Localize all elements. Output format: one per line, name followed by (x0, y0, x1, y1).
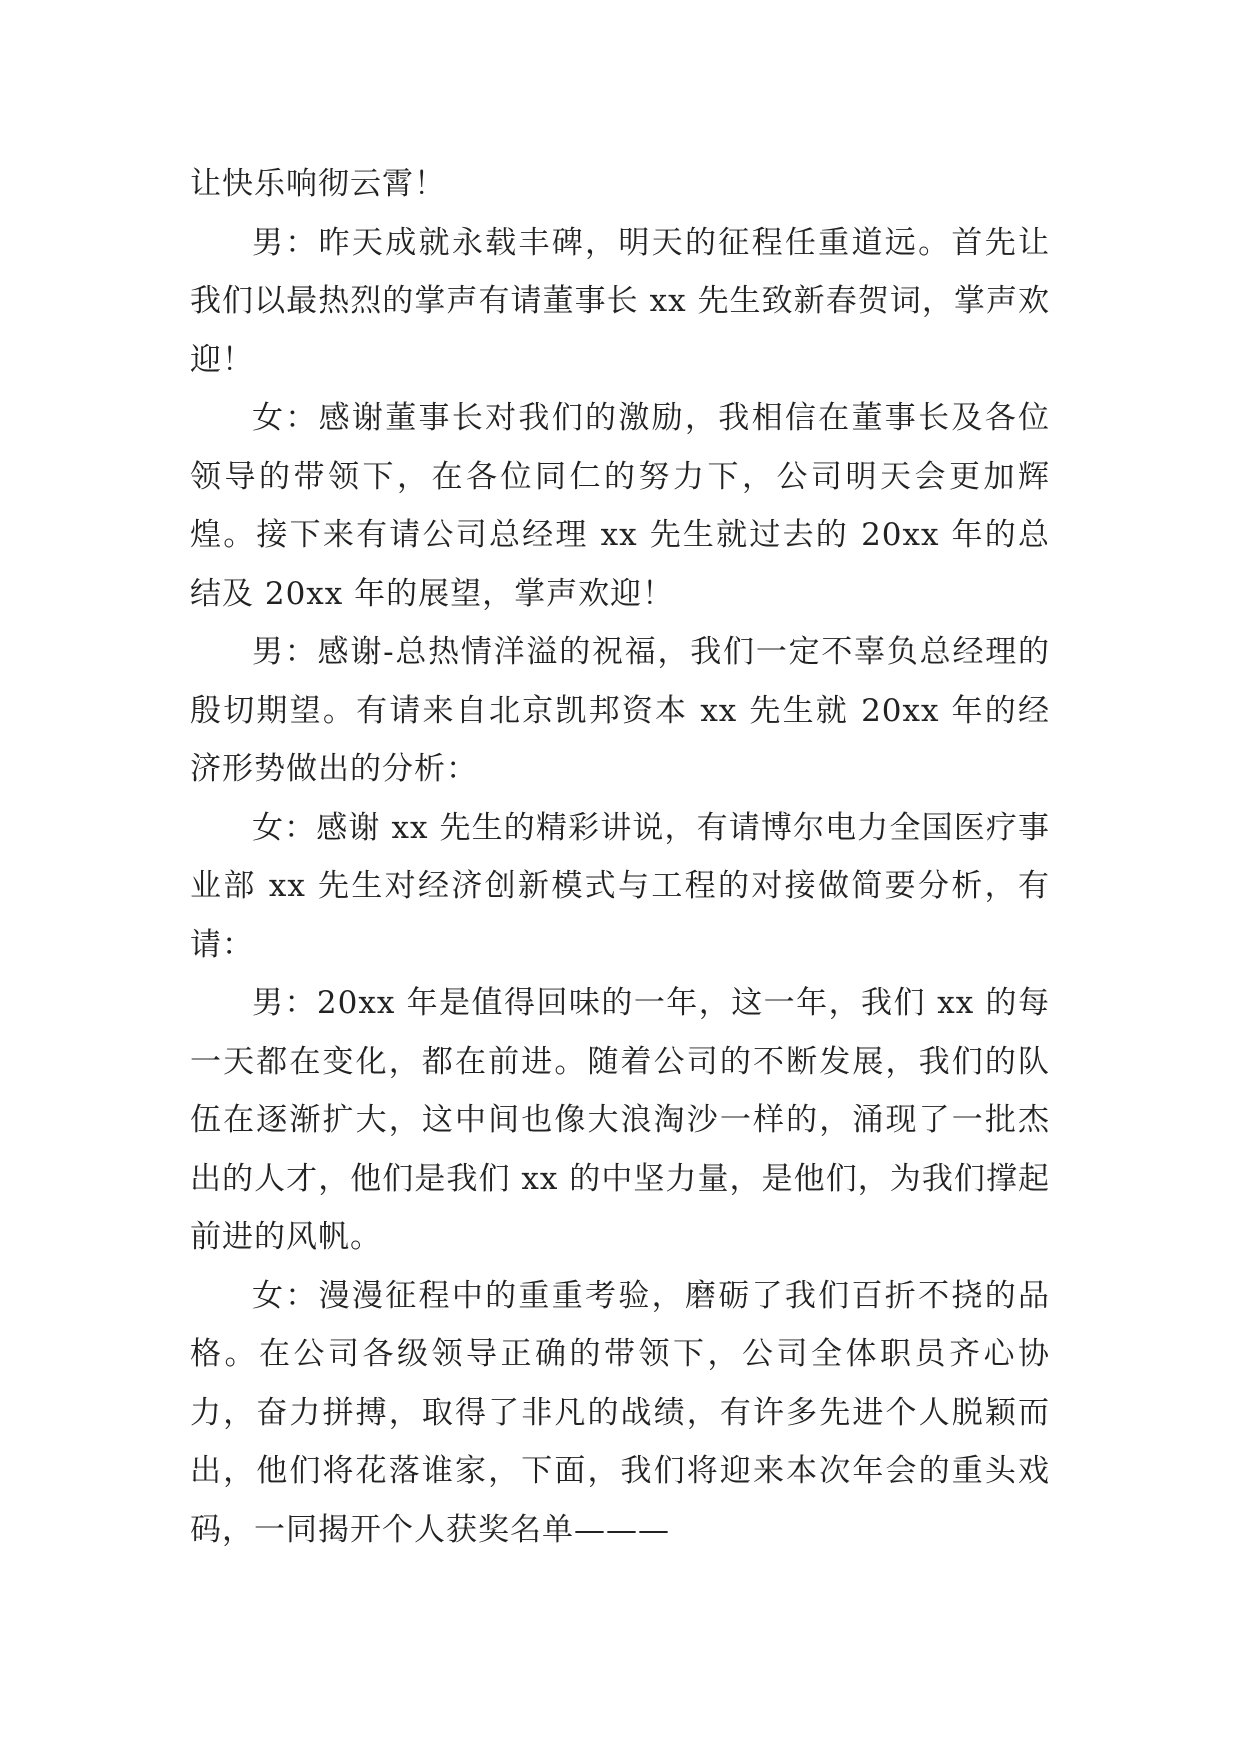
body-text (190, 155, 1050, 1559)
paragraph: 女：感谢董事长对我们的激励，我相信在董事长及各位领导的带领下，在各位同仁的努力下，公司明天会更加辉煌。接下来有请公司总经理 xx 先生就过去的 20xx 年的总结及 20xx 年的展望，掌声欢迎！ (190, 400, 1050, 612)
paragraph: 让快乐响彻云霄！ (190, 166, 446, 202)
paragraph: 女：感谢 xx 先生的精彩讲说，有请博尔电力全国医疗事业部 xx 先生对经济创新模式与工程的对接做简要分析，有请： (190, 809, 1050, 963)
paragraph: 男：昨天成就永载丰碑，明天的征程任重道远。首先让我们以最热烈的掌声有请董事长 xx 先生致新春贺词，掌声欢迎！ (190, 224, 1050, 378)
paragraph: 男：感谢-总热情洋溢的祝福，我们一定不辜负总经理的殷切期望。有请来自北京凯邦资本 xx 先生就 20xx 年的经济形势做出的分析： (190, 634, 1050, 787)
paragraph: 男：20xx 年是值得回味的一年，这一年，我们 xx 的每一天都在变化，都在前进。随着公司的不断发展，我们的队伍在逐渐扩大，这中间也像大浪淘沙一样的，涌现了一批杰出的人才，他们是我们 xx 的中坚力量，是他们，为我们撑起前进的风帆。 (190, 985, 1050, 1255)
paragraph: 女：漫漫征程中的重重考验，磨砺了我们百折不挠的品格。在公司各级领导正确的带领下，公司全体职员齐心协力，奋力拼搏，取得了非凡的战绩，有许多先进个人脱颖而出，他们将花落谁家，下面，我们将迎来本次年会的重头戏码，一同揭开个人获奖名单——— (190, 1277, 1050, 1548)
